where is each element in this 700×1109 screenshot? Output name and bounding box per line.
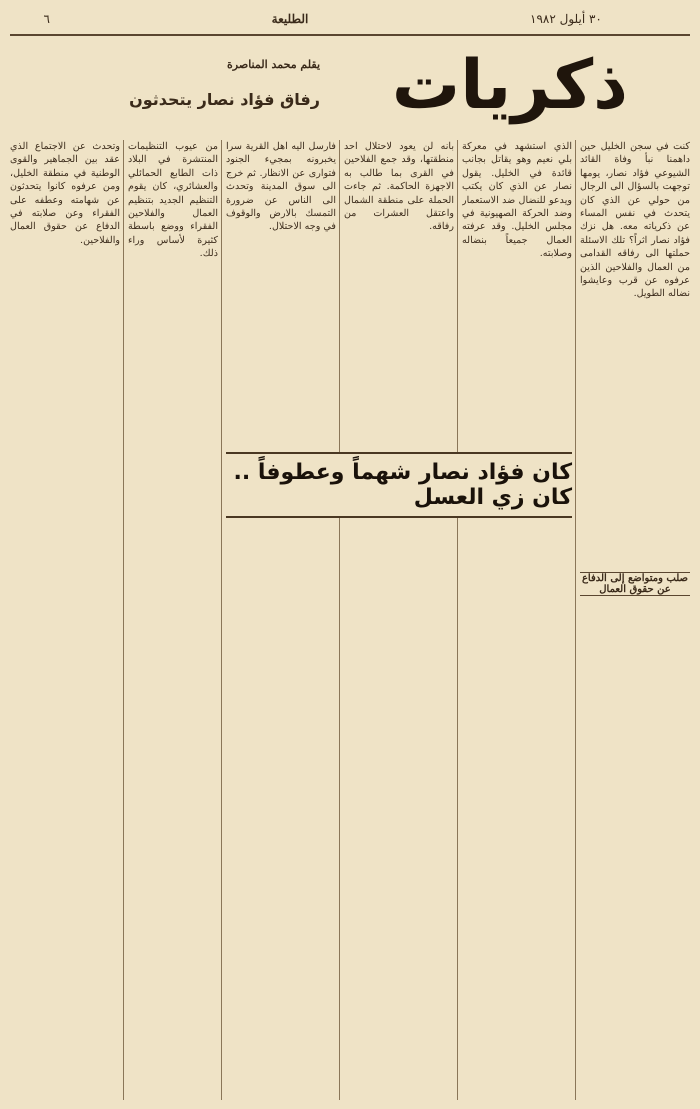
column-rule <box>575 140 576 1100</box>
issue-date: ٣٠ أيلول ١٩٨٢ <box>530 12 602 26</box>
section-subheading: صلب ومتواضع إلى الدفاع عن حقوق العمال <box>581 573 689 595</box>
column-text: الذي استشهد في معركة بلي نعيم وهو يقاتل بجانب قائدة في الخليل. يقول نصار عن الذي كان يكتب ويدعو للنضال ضد الاستعمار وضد الحركة الصهيونية في مجلس الخليل. وقد عرفته العمال جميعاً بنضاله وصلابته. <box>462 141 572 260</box>
page-header <box>10 4 690 36</box>
column-3 <box>344 140 454 1100</box>
column-text: فارسل اليه اهل القرية سرا يخبرونه بمجيء الجنود فتوارى عن الانظار. ثم خرج الى سوق المدينة وتحدث الى الناس عن ضرورة التمسك بالارض والوقوف في وجه الاحتلال. <box>226 141 336 233</box>
column-text: بانه لن يعود لاحتلال احد منطقتها، وقد جمع الفلاحين في القرى بما طالب به الاجهزة الحاكمة. ثم جاءت الحملة على منطقة الشمال واعتقل العشرات من رفاقه. <box>344 141 454 233</box>
column-rule <box>457 140 458 1100</box>
column-rule <box>123 140 124 1100</box>
column-1 <box>580 140 690 1100</box>
paper-name: الطليعة <box>271 12 309 26</box>
column-text: كنت في سجن الخليل حين داهمنا نبأ وفاة القائد الشيوعي فؤاد نصار، يومها توجهت بالسؤال الى الرجال من حولي عن الذي كان يتحدث في نفس المساء عن ذكرياته معه. هل نزك فؤاد نصار اثراً؟ تلك الاسئلة حملتها الى رفاقه القدامى من العمال والفلاحين الذين عرفوه عن قرب وعايشوا نضاله الطويل. <box>580 141 690 300</box>
page-number: ٦ <box>43 12 50 26</box>
column-text: من عيوب التنظيمات المنتشرة في البلاد ذات الطابع الحمائلي والعشائري، كان يقوم التنظيم الجديد بتنظيم العمال والفلاحين الفقراء ووضع باسطة كثيرة لأساس وراء ذلك. <box>128 141 218 260</box>
column-rule <box>221 140 222 1100</box>
article-subtitle: رفاق فؤاد نصار يتحدثون <box>129 90 320 109</box>
column-5 <box>128 140 218 1100</box>
pull-quote-banner: كان فؤاد نصار شهماً وعطوفاً .. كان زي العسل <box>226 452 572 518</box>
column-2 <box>462 140 572 1100</box>
article-title <box>330 40 690 130</box>
column-6 <box>10 140 120 1100</box>
column-rule <box>339 140 340 1100</box>
byline: يقلم محمد المناصرة <box>227 58 320 71</box>
column-text: وتحدث عن الاجتماع الذي عقد بين الجماهير والقوى الوطنية في منطقة الخليل، ومن عرفوه كانوا يتحدثون عن شهامته وعطفه على الفقراء وعن صلابته في الدفاع عن حقوق العمال والفلاحين. <box>10 141 120 246</box>
title-main: ذكريات <box>391 45 629 125</box>
column-4 <box>226 140 336 1100</box>
